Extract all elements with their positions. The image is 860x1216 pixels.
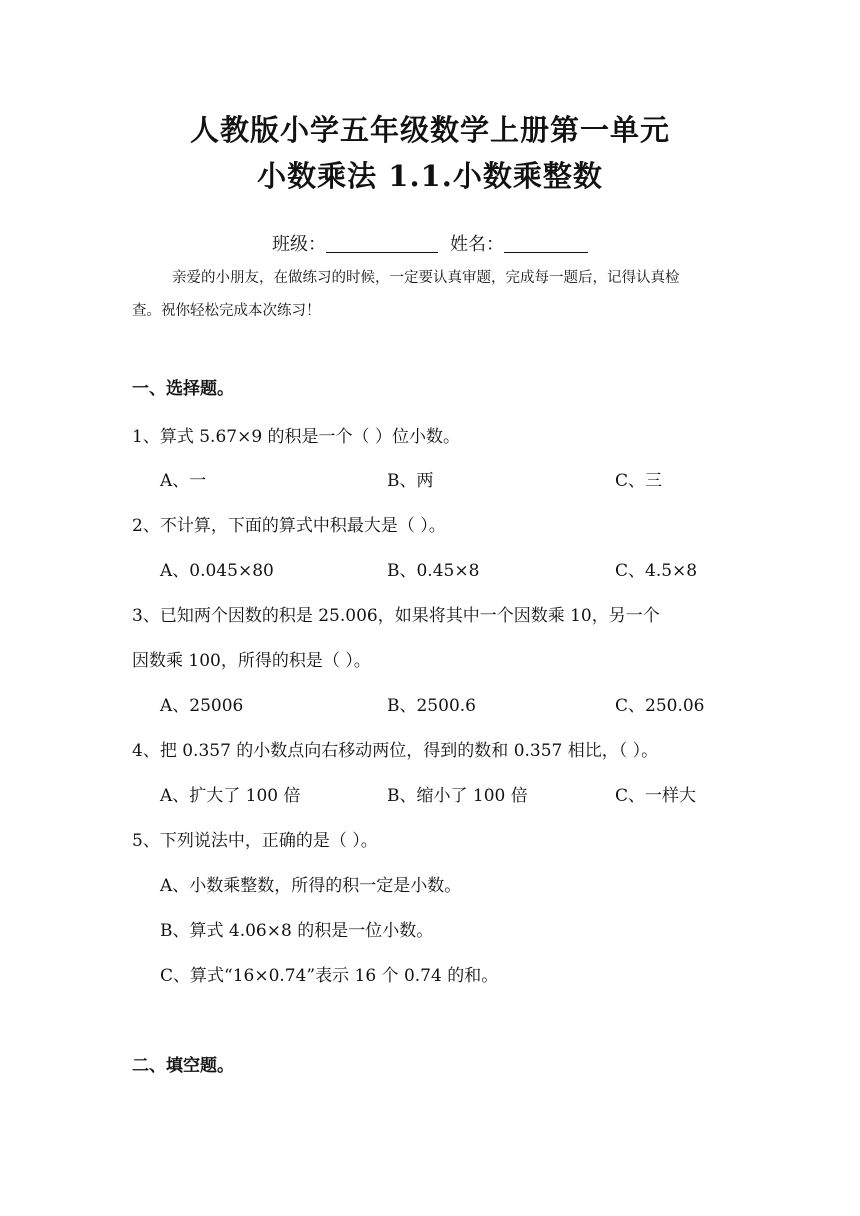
option-b: B、2500.6 xyxy=(387,696,476,716)
question-5: 5、下列说法中，正确的是（ ）。 xyxy=(132,831,378,851)
question-4: 4、把 0.357 的小数点向右移动两位，得到的数和 0.357 相比，（ ）。 xyxy=(132,741,659,761)
statement-a: A、小数乘整数，所得的积一定是小数。 xyxy=(160,876,462,896)
question-3-line-1: 3、已知两个因数的积是 25.006，如果将其中一个因数乘 10，另一个 xyxy=(132,606,660,626)
option-b: B、0.45×8 xyxy=(387,561,480,581)
question-3-line-2: 因数乘 100，所得的积是（ ）。 xyxy=(132,651,371,671)
intro-line: 亲爱的小朋友，在做练习的时候，一定要认真审题，完成每一题后，记得认真检 xyxy=(172,270,680,286)
option-c: C、一样大 xyxy=(615,786,697,806)
statement-b: B、算式 4.06×8 的积是一位小数。 xyxy=(160,921,434,941)
option-a: A、25006 xyxy=(160,696,244,716)
option-a: A、扩大了 100 倍 xyxy=(160,786,301,806)
student-info-row xyxy=(0,230,860,256)
intro-line: 查。祝你轻松完成本次练习！ xyxy=(132,303,321,319)
class-label: 班级： xyxy=(272,234,326,255)
option-c: C、4.5×8 xyxy=(615,561,698,581)
option-a: A、一 xyxy=(160,471,207,491)
option-a: A、0.045×80 xyxy=(160,561,274,581)
option-c: C、250.06 xyxy=(615,696,705,716)
name-label: 姓名： xyxy=(450,234,504,255)
page-subtitle: 小数乘法 1.1.小数乘整数 xyxy=(257,159,603,193)
option-b: B、两 xyxy=(387,471,434,491)
section-heading: 二、填空题。 xyxy=(132,1056,234,1076)
option-c: C、三 xyxy=(615,471,663,491)
statement-c: C、算式“16×0.74”表示 16 个 0.74 的和。 xyxy=(160,966,499,986)
question-1: 1、算式 5.67×9 的积是一个（ ）位小数。 xyxy=(132,427,460,447)
question-2: 2、不计算，下面的算式中积最大是（ ）。 xyxy=(132,516,446,536)
intro-paragraph xyxy=(132,262,732,328)
option-b: B、缩小了 100 倍 xyxy=(387,786,528,806)
class-blank xyxy=(326,234,438,253)
page-title: 人教版小学五年级数学上册第一单元 xyxy=(189,113,670,147)
name-blank xyxy=(504,234,588,253)
section-heading: 一、选择题。 xyxy=(132,379,234,399)
